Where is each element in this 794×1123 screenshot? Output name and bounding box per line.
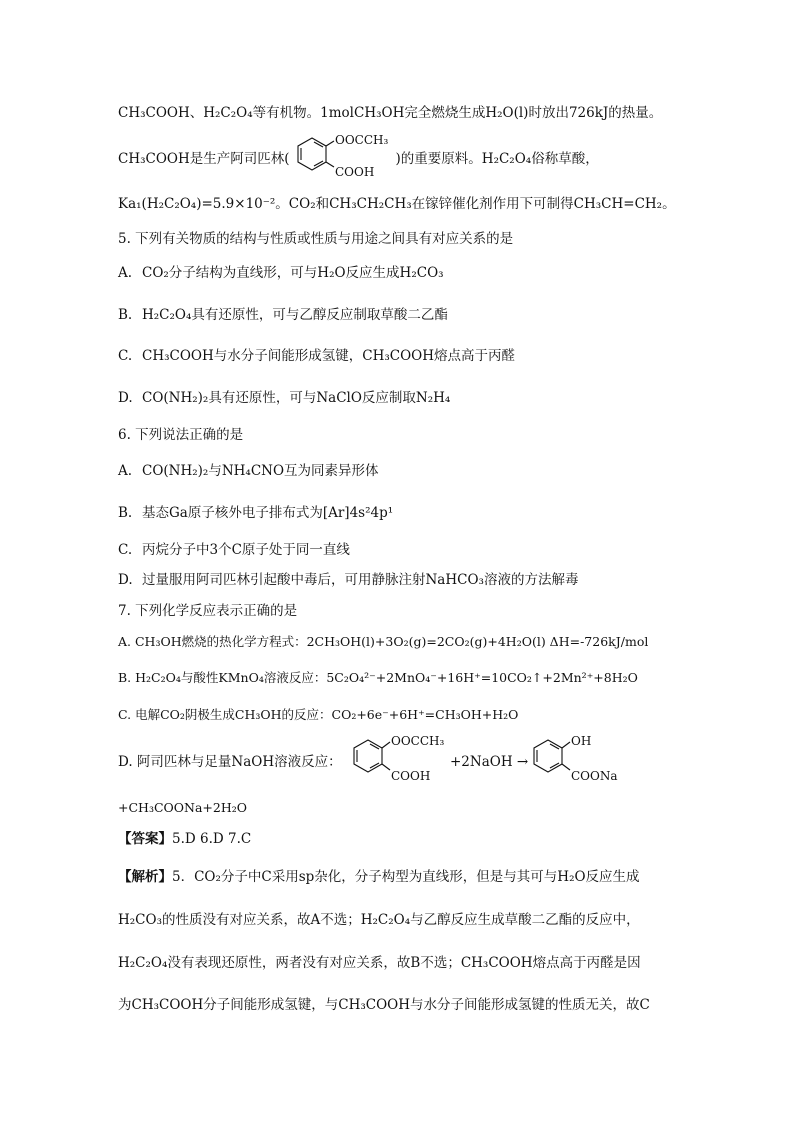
option-label: A. (118, 265, 133, 281)
answer-text: 5.D 6.D 7.C (172, 831, 252, 847)
aspirin-structure-reactant (346, 732, 446, 788)
aspirin-structure-inline (290, 130, 400, 185)
intro-line-1: CH₃COOH、H₂C₂O₄等有机物。1molCH₃OH完全燃烧生成H₂O(l)时放出726kJ的热量。 (118, 105, 663, 121)
q7-option-a: A. CH₃OH燃烧的热化学方程式：2CH₃OH(l)+3O₂(g)=2CO₂(g)+4H₂O(l) ΔH=-726kJ/mol (118, 634, 649, 649)
acid-group-label: COOH (391, 769, 431, 783)
q5-option-a (118, 263, 444, 283)
ester-group-label: OOCCH₃ (335, 133, 389, 147)
q6-option-d (118, 570, 578, 590)
option-text: CH₃COOH与水分子间能形成氢键，CH₃COOH熔点高于丙醛 (142, 348, 516, 364)
q5-option-d (118, 388, 450, 408)
q6-stem: 6. 下列说法正确的是 (118, 427, 244, 443)
option-text: H₂C₂O₄具有还原性，可与乙醇反应制取草酸二乙酯 (142, 307, 448, 323)
option-text: CO(NH₂)₂与NH₄CNO互为同素异形体 (142, 463, 379, 479)
option-label: B. (118, 505, 133, 521)
answer-tag: 【答案】 (118, 831, 172, 847)
intro-line-3: Ka₁(H₂C₂O₄)=5.9×10⁻²。CO₂和CH₃CH₂CH₃在镓锌催化剂作用下可制得CH₃CH=CH₂。 (118, 196, 676, 212)
option-text: 过量服用阿司匹林引起酸中毒后，可用静脉注射NaHCO₃溶液的方法解毒 (142, 572, 579, 588)
q5-option-c (118, 346, 515, 366)
q7-option-d-end: +CH₃COONa+2H₂O (118, 800, 247, 815)
q7-option-b: B. H₂C₂O₄与酸性KMnO₄溶液反应：5C₂O₄²⁻+2MnO₄⁻+16H⁺=10CO₂↑+2Mn²⁺+8H₂O (118, 670, 638, 685)
analysis-line-3: H₂C₂O₄没有表现还原性，两者没有对应关系，故B不选；CH₃COOH熔点高于丙醛是因 (118, 955, 641, 971)
option-label: D. (118, 572, 133, 588)
analysis-text-1: 5．CO₂分子中C采用sp杂化，分子构型为直线形，但是与其可与H₂O反应生成 (172, 869, 640, 885)
intro-line-2-end: )的重要原料。H₂C₂O₄俗称草酸， (395, 151, 599, 167)
benzene-ring (354, 740, 382, 772)
option-label: A. (118, 463, 133, 479)
q6-option-a (118, 461, 379, 481)
option-label: B. (118, 307, 133, 323)
option-text: 基态Ga原子核外电子排布式为[Ar]4s²4p¹ (142, 505, 394, 521)
option-text: CO(NH₂)₂具有还原性，可与NaClO反应制取N₂H₄ (142, 390, 451, 406)
analysis-line-1 (118, 867, 640, 887)
analysis-line-4: 为CH₃COOH分子间能形成氢键，与CH₃COOH与水分子间能形成氢键的性质无关，故C (118, 997, 650, 1013)
answer-line (118, 829, 251, 849)
hydroxy-group-label: OH (571, 734, 592, 748)
option-label: D. (118, 390, 133, 406)
option-text: CO₂分子结构为直线形，可与H₂O反应生成H₂CO₃ (142, 265, 444, 281)
option-label: C. (118, 542, 133, 558)
q6-option-c (118, 540, 350, 560)
q7-stem: 7. 下列化学反应表示正确的是 (118, 603, 298, 619)
q5-stem: 5. 下列有关物质的结构与性质或性质与用途之间具有对应关系的是 (118, 231, 514, 247)
acid-group-label: COOH (335, 165, 375, 179)
salt-group-label: COONa (571, 769, 618, 783)
analysis-line-2: H₂CO₃的性质没有对应关系，故A不选；H₂C₂O₄与乙醇反应生成草酸二乙酯的反应中， (118, 912, 640, 928)
q7-option-c: C. 电解CO₂阴极生成CH₃OH的反应：CO₂+6e⁻+6H⁺=CH₃OH+H₂O (118, 707, 519, 722)
q5-option-b (118, 305, 448, 325)
benzene-ring (298, 138, 326, 170)
intro-line-2-start: CH₃COOH是生产阿司匹林( (118, 151, 290, 167)
q7-option-d-start: D. 阿司匹林与足量NaOH溶液反应： (118, 754, 342, 770)
q6-option-b (118, 503, 393, 523)
analysis-tag: 【解析】 (118, 869, 172, 885)
ester-group-label: OOCCH₃ (391, 734, 445, 748)
option-text: 丙烷分子中3个C原子处于同一直线 (142, 542, 350, 558)
q7-option-d-reagent: +2NaOH → (450, 754, 529, 770)
benzene-ring (534, 740, 562, 772)
option-label: C. (118, 348, 133, 364)
product-structure (526, 732, 626, 788)
